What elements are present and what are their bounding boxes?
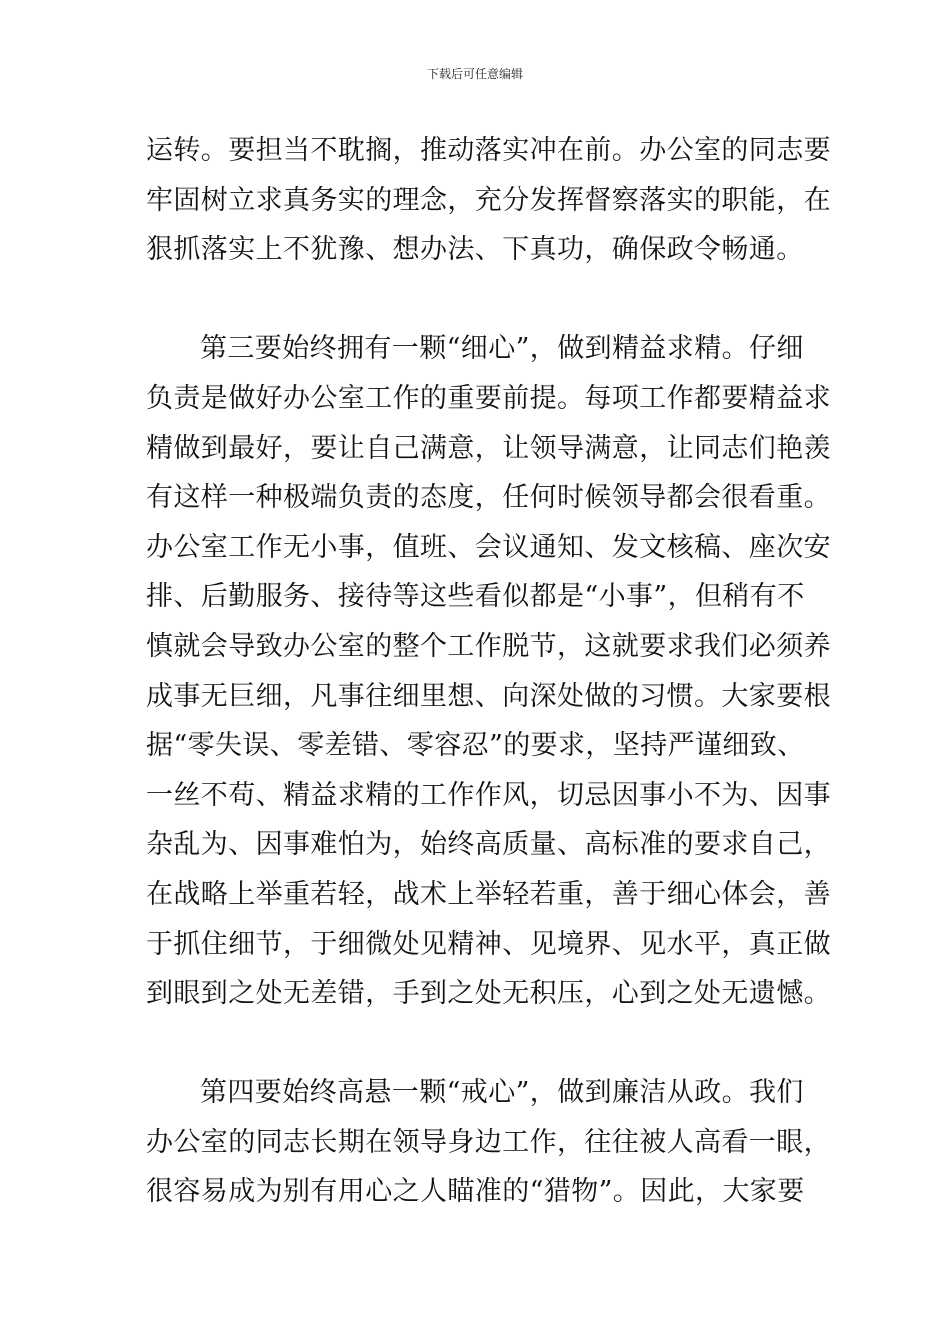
text-line: 一丝不苟、精益求精的工作作风，切忌因事小不为、因事 xyxy=(146,779,831,811)
text-line: 第四要始终高悬一颗“戒心”，做到廉洁从政。我们 xyxy=(200,1077,804,1109)
text-line: 办公室工作无小事，值班、会议通知、发文核稿、座次安 xyxy=(146,531,831,563)
text-line: 成事无巨细，凡事往细里想、向深处做的习惯。大家要根 xyxy=(146,680,831,712)
paragraph-gap xyxy=(146,1019,816,1069)
paragraph xyxy=(146,324,831,1018)
text-line: 第三要始终拥有一颗“细心”，做到精益求精。仔细 xyxy=(200,333,804,365)
page-header: 下载后可任意编辑 xyxy=(426,67,523,81)
document-body xyxy=(146,126,831,1217)
text-line: 到眼到之处无差错，手到之处无积压，心到之处无遗憾。 xyxy=(146,978,831,1010)
text-line: 慎就会导致办公室的整个工作脱节，这就要求我们必须养 xyxy=(146,630,831,662)
text-line: 杂乱为、因事难怕为，始终高质量、高标准的要求自己， xyxy=(146,829,831,861)
paragraph xyxy=(146,126,831,275)
text-line: 据“零失误、零差错、零容忍”的要求，坚持严谨细致、 xyxy=(146,730,805,762)
text-line: 负责是做好办公室工作的重要前提。每项工作都要精益求 xyxy=(146,382,831,414)
text-line: 排、后勤服务、接待等这些看似都是“小事”，但稍有不 xyxy=(146,581,805,613)
text-line: 狠抓落实上不犹豫、想办法、下真功，确保政令畅通。 xyxy=(146,234,804,266)
text-line: 在战略上举重若轻，战术上举轻若重，善于细心体会，善 xyxy=(146,878,831,910)
text-line: 运转。要担当不耽搁，推动落实冲在前。办公室的同志要 xyxy=(146,135,831,166)
text-line: 牢固树立求真务实的理念，充分发挥督察落实的职能，在 xyxy=(146,184,831,216)
text-line: 有这样一种极端负责的态度，任何时候领导都会很看重。 xyxy=(146,482,831,514)
text-line: 精做到最好，要让自己满意，让领导满意，让同志们艳羡 xyxy=(146,432,831,464)
text-line: 办公室的同志长期在领导身边工作，往往被人高看一眼， xyxy=(146,1126,831,1158)
paragraph-gap xyxy=(146,275,816,325)
text-line: 于抓住细节，于细微处见精神、见境界、见水平，真正做 xyxy=(146,928,831,960)
paragraph xyxy=(146,1068,831,1217)
text-line: 很容易成为别有用心之人瞄准的“猎物”。因此，大家要 xyxy=(146,1176,805,1208)
